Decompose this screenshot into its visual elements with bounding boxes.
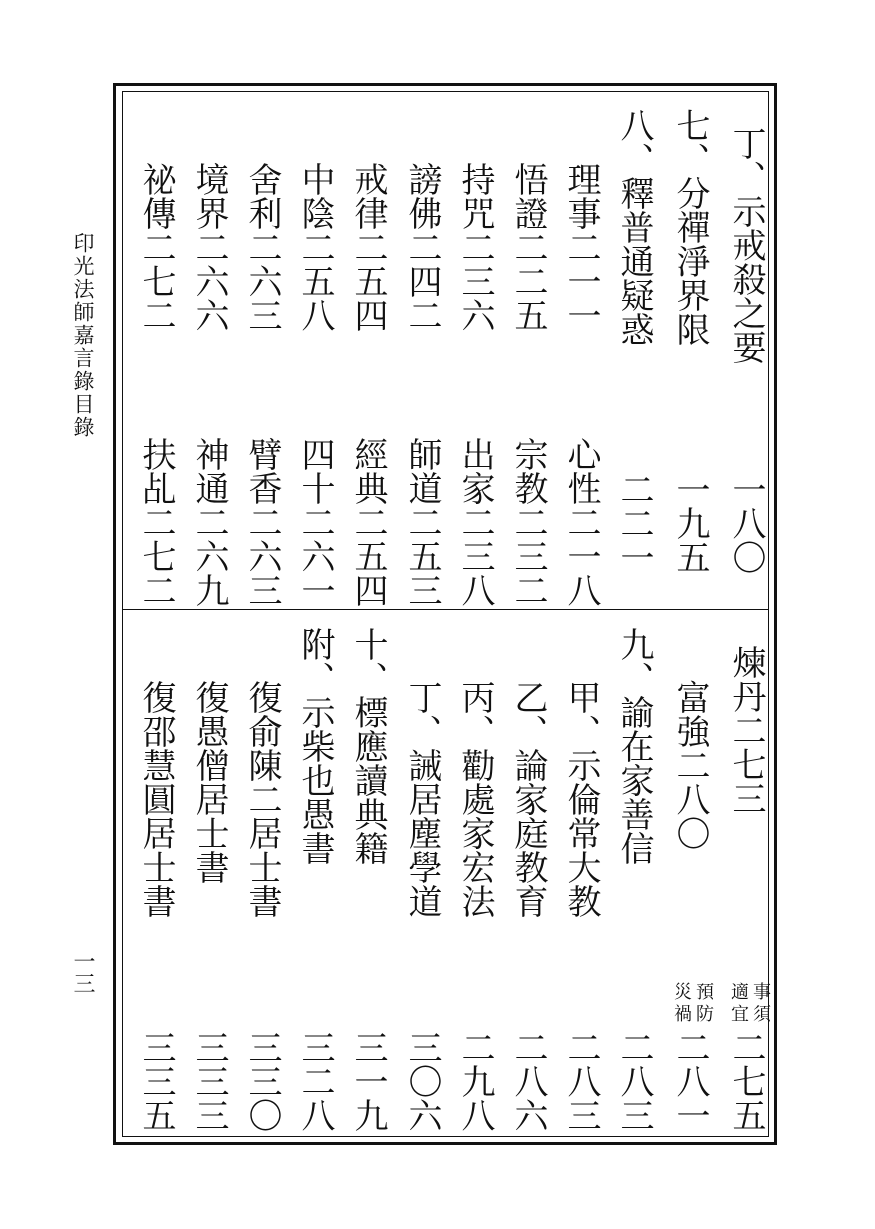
toc-entry: 宗教二三二 (508, 437, 548, 607)
toc-page: 三二八 (295, 1030, 335, 1132)
toc-entry: 經典二五四 (348, 437, 388, 607)
toc-entry: 復俞陳二居士書 (242, 680, 282, 918)
toc-entry: 丙、勸處家宏法 (455, 680, 495, 918)
toc-page: 二八三 (561, 1030, 601, 1132)
toc-entry: 丁、示戒殺之要 (726, 126, 766, 364)
toc-entry: 祕傳二七二 (136, 162, 176, 332)
toc-entry: 中陰二五八 (295, 162, 335, 332)
section-divider (122, 609, 769, 610)
toc-entry: 師道二五三 (402, 437, 442, 607)
toc-page: 二七五 (726, 1030, 766, 1132)
toc-note: 災禍 (671, 982, 692, 1026)
toc-entry: 謗佛二四二 (402, 162, 442, 332)
toc-entry: 附、示柴也愚書 (295, 627, 335, 865)
toc-entry: 七、分禪淨界限 (670, 108, 710, 346)
toc-entry: 出家二三八 (455, 437, 495, 607)
toc-entry: 心性二一八 (561, 437, 601, 607)
toc-page: 一九五 (670, 472, 710, 574)
toc-page: 二八六 (508, 1030, 548, 1132)
toc-page: 三三〇 (242, 1030, 282, 1132)
running-title: 印光法師嘉言錄目錄 (71, 232, 95, 439)
page-number: 一三 (70, 950, 95, 994)
toc-entry: 持咒二三六 (455, 162, 495, 332)
toc-entry: 臂香二六三 (242, 437, 282, 607)
toc-entry: 舍利二六三 (242, 162, 282, 332)
toc-entry: 復邵慧圓居士書 (136, 680, 176, 918)
toc-note: 預防 (693, 982, 714, 1026)
toc-page: 二八三 (614, 1030, 654, 1132)
toc-page: 三三三 (189, 1030, 229, 1132)
toc-page: 一八〇 (726, 472, 766, 574)
toc-entry: 十、標應讀典籍 (348, 627, 388, 865)
toc-entry: 九、諭在家善信 (614, 627, 654, 865)
toc-page: 三三五 (136, 1030, 176, 1132)
toc-entry: 復愚僧居士書 (189, 680, 229, 884)
toc-entry: 八、釋普通疑惑 (614, 108, 654, 346)
toc-entry: 煉丹二七三 (726, 645, 766, 815)
toc-page: 二八一 (670, 1030, 710, 1132)
toc-entry: 富強二八〇 (670, 680, 710, 850)
toc-entry: 悟證二二五 (508, 162, 548, 332)
toc-entry: 四十二六一 (295, 437, 335, 607)
toc-entry: 戒律二五四 (348, 162, 388, 332)
toc-page: 二九八 (455, 1030, 495, 1132)
toc-entry: 甲、示倫常大教 (561, 680, 601, 918)
toc-entry: 境界二六六 (189, 162, 229, 332)
toc-page: 二二一 (614, 472, 654, 574)
toc-entry: 丁、誡居塵學道 (402, 680, 442, 918)
toc-entry: 扶乩二七二 (136, 437, 176, 607)
toc-page: 三一九 (348, 1030, 388, 1132)
toc-page: 三〇六 (402, 1030, 442, 1132)
toc-entry: 理事二一一 (561, 162, 601, 332)
toc-note: 適宜 (728, 982, 749, 1026)
toc-entry: 神通二六九 (189, 437, 229, 607)
toc-entry: 乙、論家庭教育 (508, 680, 548, 918)
toc-note: 事須 (750, 982, 771, 1026)
